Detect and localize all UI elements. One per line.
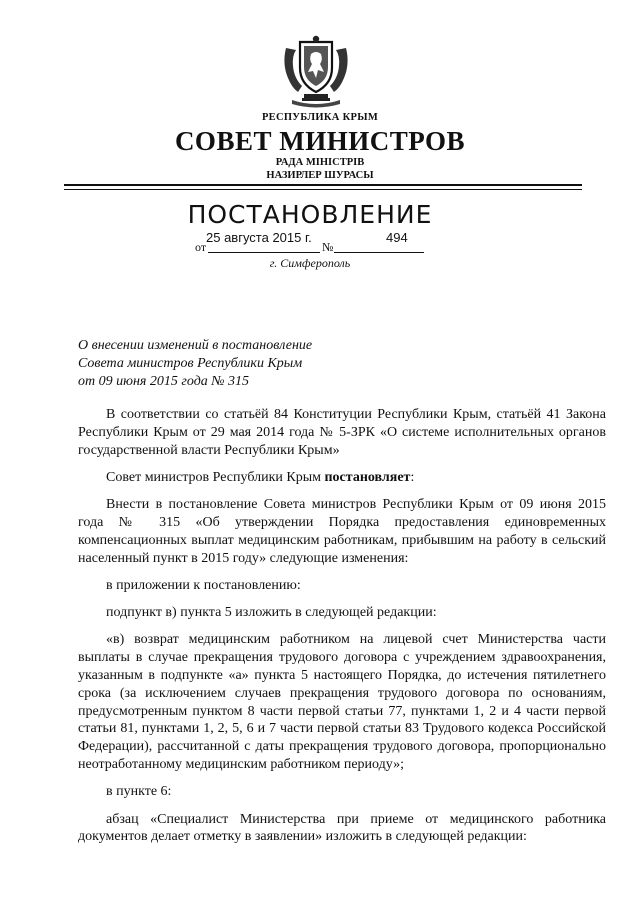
header-divider-thin [64, 189, 582, 190]
body-paragraph: в приложении к постановлению: [106, 577, 301, 593]
header-council-ua: РАДА МІНІСТРІВ [275, 157, 365, 168]
subject-line: О внесении изменений в постановление [78, 338, 313, 353]
body-paragraph: «в) возврат медицинским работником на лицевой счет Министерства части выплаты в случае прекращения трудового договора с учреждением здравоохранения, указанным в подпункте «а» пункта 5 настоящего Порядка, до истечения пятилетнего срока (за исключением случаев прекращения трудового договора по основаниям, предусмотренным пунктом 8 части первой статьи 77, пунктами 1, 2 и 4 части первой статьи 81, пунктами 1, 2, 5, 6 и 7 части первой статьи 83 Трудового кодекса Российской Федерации), рассчитанной с даты прекращения трудового договора, пропорционально неотработанному медицинским работником периоду»; [78, 632, 606, 773]
header-council-crh: НАЗИРЛЕР ШУРАСЫ [266, 170, 374, 181]
crimea-coat-of-arms-icon [280, 34, 352, 110]
handwritten-number: 494 [386, 230, 408, 245]
body-paragraph-resolution: Совет министров Республики Крым постановляет: [106, 469, 415, 485]
body-paragraph: в пункте 6: [106, 784, 172, 800]
document-city: г. Симферополь [269, 256, 351, 270]
document-type-title: ПОСТАНОВЛЕНИЕ [187, 200, 433, 229]
header-divider-thick [64, 184, 582, 186]
subject-line: от 09 июня 2015 года № 315 [78, 374, 249, 389]
date-prefix: от [195, 240, 207, 254]
handwritten-date: 25 августа 2015 г. [206, 230, 312, 245]
body-paragraph: подпункт в) пункта 5 изложить в следующей редакции: [106, 605, 437, 621]
document-body [78, 406, 606, 846]
body-paragraph: Внести в постановление Совета министров Республики Крым от 09 июня 2015 года № 315 «Об утверждении Порядка предоставления единовременных компенсационных выплат медицинским работникам, прибывшим на работу в сельский населенный пункт в 2015 году» следующие изменения: [78, 497, 606, 566]
document-subject [78, 337, 312, 391]
subject-line: Совета министров Республики Крым [78, 356, 303, 371]
date-underline [208, 252, 320, 253]
resolves-keyword: постановляет [324, 469, 411, 485]
body-paragraph: В соответствии со статьёй 84 Конституции Республики Крым, статьёй 41 Закона Республики Крым от 29 мая 2014 года № 5-ЗРК «О системе исполнительных органов государственной власти Республики Крым» [78, 407, 606, 458]
body-paragraph: абзац «Специалист Министерства при приеме от медицинского работника документов делает отметку в заявлении» изложить в следующей редакции: [78, 811, 606, 845]
header-council: СОВЕТ МИНИСТРОВ [174, 126, 466, 156]
header-republic: РЕСПУБЛИКА КРЫМ [261, 112, 379, 123]
number-underline [334, 252, 424, 253]
number-prefix: № [322, 240, 334, 254]
